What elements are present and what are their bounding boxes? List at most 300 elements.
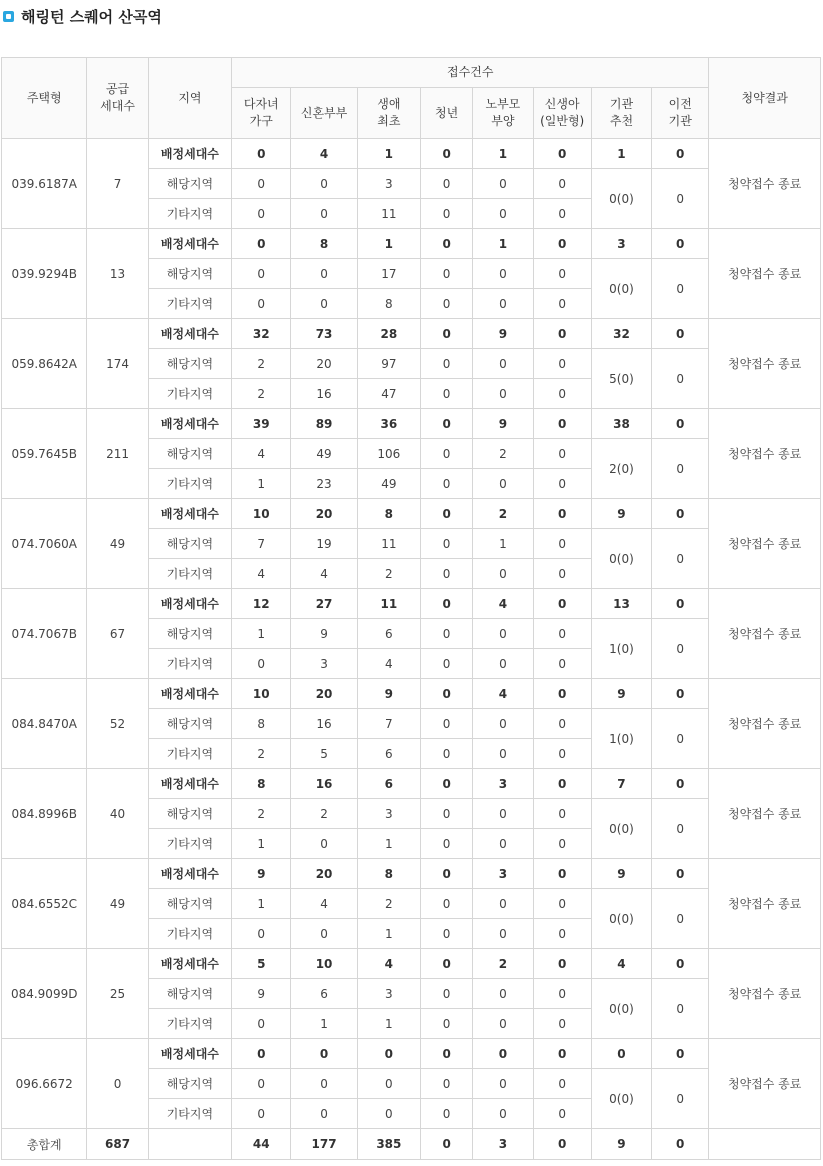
row-label-other: 기타지역: [148, 649, 231, 679]
other-value-cell: 0: [421, 199, 473, 229]
local-value-cell: 1: [232, 889, 291, 919]
table-row: [2, 949, 821, 979]
transfer-institution-cell: 0: [652, 529, 709, 589]
alloc-value-cell: 9: [357, 679, 420, 709]
alloc-value-cell: 0: [421, 319, 473, 349]
supply-count-cell: 174: [87, 319, 148, 409]
alloc-value-cell: 3: [473, 859, 533, 889]
local-value-cell: 3: [357, 979, 420, 1009]
alloc-value-cell: 20: [291, 859, 357, 889]
local-value-cell: 0: [232, 259, 291, 289]
local-value-cell: 4: [291, 889, 357, 919]
alloc-value-cell: 8: [357, 859, 420, 889]
local-value-cell: 0: [533, 709, 591, 739]
local-value-cell: 20: [291, 349, 357, 379]
local-value-cell: 0: [473, 1069, 533, 1099]
header-region: 지역: [148, 58, 231, 139]
header-category: 이전 기관: [652, 88, 709, 139]
total-result-empty: [709, 1129, 821, 1160]
local-value-cell: 0: [473, 889, 533, 919]
local-value-cell: 0: [421, 799, 473, 829]
alloc-value-cell: 0: [591, 1039, 651, 1069]
housing-type-cell: 039.6187A: [2, 139, 87, 229]
institution-recommend-cell: 1(0): [591, 709, 651, 769]
housing-type-cell: 096.6672: [2, 1039, 87, 1129]
alloc-value-cell: 0: [652, 319, 709, 349]
alloc-value-cell: 1: [357, 139, 420, 169]
alloc-value-cell: 0: [652, 949, 709, 979]
transfer-institution-cell: 0: [652, 349, 709, 409]
alloc-value-cell: 20: [291, 679, 357, 709]
other-value-cell: 0: [232, 1009, 291, 1039]
supply-count-cell: 25: [87, 949, 148, 1039]
local-value-cell: 0: [533, 529, 591, 559]
housing-type-cell: 084.8470A: [2, 679, 87, 769]
supply-count-cell: 40: [87, 769, 148, 859]
local-value-cell: 0: [421, 529, 473, 559]
institution-recommend-cell: 0(0): [591, 259, 651, 319]
alloc-value-cell: 4: [291, 139, 357, 169]
alloc-value-cell: 0: [533, 229, 591, 259]
alloc-value-cell: 3: [473, 769, 533, 799]
other-value-cell: 5: [291, 739, 357, 769]
row-label-alloc: 배정세대수: [148, 229, 231, 259]
other-value-cell: 0: [533, 469, 591, 499]
other-value-cell: 0: [421, 919, 473, 949]
housing-type-cell: 074.7067B: [2, 589, 87, 679]
alloc-value-cell: 0: [652, 409, 709, 439]
other-value-cell: 2: [232, 379, 291, 409]
alloc-value-cell: 1: [473, 229, 533, 259]
total-value-cell: 0: [421, 1129, 473, 1160]
transfer-institution-cell: 0: [652, 799, 709, 859]
housing-type-cell: 084.6552C: [2, 859, 87, 949]
institution-recommend-cell: 0(0): [591, 1069, 651, 1129]
institution-recommend-cell: 1(0): [591, 619, 651, 679]
alloc-value-cell: 4: [473, 679, 533, 709]
other-value-cell: 0: [421, 379, 473, 409]
local-value-cell: 1: [232, 619, 291, 649]
table-row: [2, 319, 821, 349]
total-label: 총합계: [2, 1129, 87, 1160]
other-value-cell: 49: [357, 469, 420, 499]
other-value-cell: 1: [357, 919, 420, 949]
local-value-cell: 106: [357, 439, 420, 469]
alloc-value-cell: 0: [421, 769, 473, 799]
other-value-cell: 0: [473, 1009, 533, 1039]
local-value-cell: 0: [421, 439, 473, 469]
alloc-value-cell: 9: [473, 319, 533, 349]
alloc-value-cell: 1: [357, 229, 420, 259]
other-value-cell: 0: [421, 829, 473, 859]
alloc-value-cell: 73: [291, 319, 357, 349]
row-label-local: 해당지역: [148, 889, 231, 919]
header-category: 생애 최초: [357, 88, 420, 139]
alloc-value-cell: 0: [421, 139, 473, 169]
row-label-alloc: 배정세대수: [148, 589, 231, 619]
other-value-cell: 0: [533, 829, 591, 859]
housing-type-cell: 084.9099D: [2, 949, 87, 1039]
row-label-other: 기타지역: [148, 829, 231, 859]
other-value-cell: 0: [533, 1099, 591, 1129]
row-label-alloc: 배정세대수: [148, 409, 231, 439]
local-value-cell: 3: [357, 799, 420, 829]
alloc-value-cell: 89: [291, 409, 357, 439]
local-value-cell: 0: [421, 259, 473, 289]
total-value-cell: 0: [533, 1129, 591, 1160]
alloc-value-cell: 9: [591, 499, 651, 529]
alloc-value-cell: 0: [533, 139, 591, 169]
other-value-cell: 4: [291, 559, 357, 589]
local-value-cell: 11: [357, 529, 420, 559]
local-value-cell: 6: [291, 979, 357, 1009]
alloc-value-cell: 10: [291, 949, 357, 979]
alloc-value-cell: 0: [652, 229, 709, 259]
alloc-value-cell: 0: [421, 679, 473, 709]
other-value-cell: 0: [533, 739, 591, 769]
row-label-other: 기타지역: [148, 919, 231, 949]
local-value-cell: 0: [421, 979, 473, 1009]
transfer-institution-cell: 0: [652, 619, 709, 679]
alloc-value-cell: 27: [291, 589, 357, 619]
other-value-cell: 2: [232, 739, 291, 769]
other-value-cell: 0: [232, 919, 291, 949]
other-value-cell: 0: [473, 1099, 533, 1129]
row-label-local: 해당지역: [148, 529, 231, 559]
total-row: [2, 1129, 821, 1160]
alloc-value-cell: 39: [232, 409, 291, 439]
local-value-cell: 0: [533, 979, 591, 1009]
alloc-value-cell: 0: [421, 859, 473, 889]
other-value-cell: 1: [357, 829, 420, 859]
row-label-other: 기타지역: [148, 739, 231, 769]
local-value-cell: 2: [232, 799, 291, 829]
alloc-value-cell: 0: [652, 769, 709, 799]
row-label-local: 해당지역: [148, 619, 231, 649]
local-value-cell: 0: [533, 619, 591, 649]
local-value-cell: 0: [291, 1069, 357, 1099]
alloc-value-cell: 36: [357, 409, 420, 439]
other-value-cell: 0: [291, 289, 357, 319]
alloc-value-cell: 1: [591, 139, 651, 169]
other-value-cell: 0: [473, 289, 533, 319]
other-value-cell: 0: [421, 1009, 473, 1039]
row-label-local: 해당지역: [148, 709, 231, 739]
other-value-cell: 1: [291, 1009, 357, 1039]
alloc-value-cell: 6: [357, 769, 420, 799]
local-value-cell: 97: [357, 349, 420, 379]
other-value-cell: 0: [473, 379, 533, 409]
transfer-institution-cell: 0: [652, 889, 709, 949]
header-category: 청년: [421, 88, 473, 139]
alloc-value-cell: 13: [591, 589, 651, 619]
supply-count-cell: 0: [87, 1039, 148, 1129]
result-status-cell: 청약접수 종료: [709, 229, 821, 319]
local-value-cell: 0: [421, 889, 473, 919]
other-value-cell: 1: [232, 829, 291, 859]
other-value-cell: 6: [357, 739, 420, 769]
alloc-value-cell: 16: [291, 769, 357, 799]
housing-type-cell: 059.7645B: [2, 409, 87, 499]
other-value-cell: 11: [357, 199, 420, 229]
institution-recommend-cell: 0(0): [591, 799, 651, 859]
header-result: 청약결과: [709, 58, 821, 139]
table-row: [2, 139, 821, 169]
alloc-value-cell: 10: [232, 679, 291, 709]
row-label-alloc: 배정세대수: [148, 949, 231, 979]
table-row: [2, 859, 821, 889]
local-value-cell: 0: [232, 169, 291, 199]
result-status-cell: 청약접수 종료: [709, 499, 821, 589]
other-value-cell: 0: [473, 649, 533, 679]
supply-count-cell: 13: [87, 229, 148, 319]
local-value-cell: 0: [533, 1069, 591, 1099]
header-category: 신생아 (일반형): [533, 88, 591, 139]
header-category: 신혼부부: [291, 88, 357, 139]
institution-recommend-cell: 0(0): [591, 529, 651, 589]
alloc-value-cell: 0: [421, 589, 473, 619]
alloc-value-cell: 0: [652, 679, 709, 709]
alloc-value-cell: 9: [591, 679, 651, 709]
local-value-cell: 0: [473, 709, 533, 739]
housing-type-cell: 084.8996B: [2, 769, 87, 859]
alloc-value-cell: 0: [421, 949, 473, 979]
application-results-table: [1, 57, 821, 1160]
other-value-cell: 8: [357, 289, 420, 319]
local-value-cell: 0: [533, 799, 591, 829]
other-value-cell: 0: [291, 829, 357, 859]
other-value-cell: 0: [473, 739, 533, 769]
supply-count-cell: 67: [87, 589, 148, 679]
alloc-value-cell: 0: [533, 1039, 591, 1069]
other-value-cell: 0: [421, 649, 473, 679]
alloc-value-cell: 0: [533, 949, 591, 979]
other-value-cell: 0: [232, 199, 291, 229]
local-value-cell: 0: [533, 259, 591, 289]
alloc-value-cell: 0: [232, 1039, 291, 1069]
row-label-alloc: 배정세대수: [148, 139, 231, 169]
other-value-cell: 0: [473, 199, 533, 229]
alloc-value-cell: 7: [591, 769, 651, 799]
local-value-cell: 0: [533, 349, 591, 379]
total-value-cell: 385: [357, 1129, 420, 1160]
other-value-cell: 0: [232, 289, 291, 319]
local-value-cell: 2: [291, 799, 357, 829]
local-value-cell: 6: [357, 619, 420, 649]
alloc-value-cell: 0: [421, 409, 473, 439]
transfer-institution-cell: 0: [652, 1069, 709, 1129]
other-value-cell: 1: [357, 1009, 420, 1039]
total-value-cell: 3: [473, 1129, 533, 1160]
result-status-cell: 청약접수 종료: [709, 409, 821, 499]
alloc-value-cell: 0: [533, 679, 591, 709]
other-value-cell: 1: [232, 469, 291, 499]
alloc-value-cell: 4: [357, 949, 420, 979]
header-type: 주택형: [2, 58, 87, 139]
other-value-cell: 0: [232, 1099, 291, 1129]
institution-recommend-cell: 2(0): [591, 439, 651, 499]
result-status-cell: 청약접수 종료: [709, 139, 821, 229]
other-value-cell: 2: [357, 559, 420, 589]
local-value-cell: 7: [232, 529, 291, 559]
alloc-value-cell: 32: [591, 319, 651, 349]
local-value-cell: 9: [232, 979, 291, 1009]
table-row: [2, 499, 821, 529]
alloc-value-cell: 38: [591, 409, 651, 439]
total-region-empty: [148, 1129, 231, 1160]
local-value-cell: 0: [473, 349, 533, 379]
other-value-cell: 0: [232, 649, 291, 679]
row-label-other: 기타지역: [148, 289, 231, 319]
row-label-other: 기타지역: [148, 469, 231, 499]
local-value-cell: 2: [473, 439, 533, 469]
other-value-cell: 0: [533, 379, 591, 409]
supply-count-cell: 7: [87, 139, 148, 229]
alloc-value-cell: 32: [232, 319, 291, 349]
alloc-value-cell: 28: [357, 319, 420, 349]
other-value-cell: 0: [533, 559, 591, 589]
other-value-cell: 0: [421, 559, 473, 589]
other-value-cell: 4: [232, 559, 291, 589]
table-row: [2, 1039, 821, 1069]
local-value-cell: 16: [291, 709, 357, 739]
local-value-cell: 0: [533, 169, 591, 199]
row-label-local: 해당지역: [148, 349, 231, 379]
local-value-cell: 7: [357, 709, 420, 739]
row-label-alloc: 배정세대수: [148, 499, 231, 529]
other-value-cell: 0: [291, 1099, 357, 1129]
header-supply: 공급 세대수: [87, 58, 148, 139]
transfer-institution-cell: 0: [652, 439, 709, 499]
local-value-cell: 0: [473, 979, 533, 1009]
row-label-alloc: 배정세대수: [148, 1039, 231, 1069]
alloc-value-cell: 0: [533, 769, 591, 799]
local-value-cell: 0: [533, 439, 591, 469]
alloc-value-cell: 3: [591, 229, 651, 259]
alloc-value-cell: 11: [357, 589, 420, 619]
row-label-other: 기타지역: [148, 199, 231, 229]
table-row: [2, 589, 821, 619]
alloc-value-cell: 12: [232, 589, 291, 619]
result-status-cell: 청약접수 종료: [709, 949, 821, 1039]
row-label-alloc: 배정세대수: [148, 679, 231, 709]
alloc-value-cell: 0: [291, 1039, 357, 1069]
other-value-cell: 0: [357, 1099, 420, 1129]
row-label-alloc: 배정세대수: [148, 859, 231, 889]
transfer-institution-cell: 0: [652, 259, 709, 319]
supply-count-cell: 52: [87, 679, 148, 769]
alloc-value-cell: 1: [473, 139, 533, 169]
alloc-value-cell: 2: [473, 949, 533, 979]
alloc-value-cell: 4: [591, 949, 651, 979]
total-value-cell: 177: [291, 1129, 357, 1160]
alloc-value-cell: 10: [232, 499, 291, 529]
alloc-value-cell: 0: [652, 589, 709, 619]
row-label-local: 해당지역: [148, 979, 231, 1009]
local-value-cell: 0: [291, 169, 357, 199]
other-value-cell: 4: [357, 649, 420, 679]
table-row: [2, 679, 821, 709]
alloc-value-cell: 0: [652, 499, 709, 529]
alloc-value-cell: 0: [232, 139, 291, 169]
local-value-cell: 0: [421, 349, 473, 379]
local-value-cell: 0: [473, 259, 533, 289]
housing-type-cell: 074.7060A: [2, 499, 87, 589]
result-status-cell: 청약접수 종료: [709, 589, 821, 679]
local-value-cell: 0: [421, 169, 473, 199]
other-value-cell: 0: [473, 469, 533, 499]
local-value-cell: 17: [357, 259, 420, 289]
local-value-cell: 0: [473, 799, 533, 829]
transfer-institution-cell: 0: [652, 709, 709, 769]
local-value-cell: 2: [232, 349, 291, 379]
alloc-value-cell: 0: [421, 1039, 473, 1069]
supply-count-cell: 49: [87, 499, 148, 589]
alloc-value-cell: 20: [291, 499, 357, 529]
housing-type-cell: 039.9294B: [2, 229, 87, 319]
other-value-cell: 0: [421, 739, 473, 769]
header-category: 다자녀 가구: [232, 88, 291, 139]
local-value-cell: 0: [421, 709, 473, 739]
other-value-cell: 0: [291, 199, 357, 229]
alloc-value-cell: 9: [473, 409, 533, 439]
header-applications: 접수건수: [232, 58, 709, 88]
alloc-value-cell: 0: [421, 499, 473, 529]
total-supply: 687: [87, 1129, 148, 1160]
local-value-cell: 2: [357, 889, 420, 919]
supply-count-cell: 49: [87, 859, 148, 949]
institution-recommend-cell: 0(0): [591, 889, 651, 949]
total-value-cell: 44: [232, 1129, 291, 1160]
total-value-cell: 0: [652, 1129, 709, 1160]
table-row: [2, 229, 821, 259]
local-value-cell: 4: [232, 439, 291, 469]
alloc-value-cell: 8: [357, 499, 420, 529]
local-value-cell: 0: [291, 259, 357, 289]
local-value-cell: 0: [473, 169, 533, 199]
alloc-value-cell: 0: [533, 499, 591, 529]
alloc-value-cell: 0: [652, 1039, 709, 1069]
local-value-cell: 0: [533, 889, 591, 919]
alloc-value-cell: 0: [421, 229, 473, 259]
alloc-value-cell: 0: [357, 1039, 420, 1069]
result-status-cell: 청약접수 종료: [709, 1039, 821, 1129]
table-row: [2, 409, 821, 439]
other-value-cell: 0: [473, 919, 533, 949]
result-status-cell: 청약접수 종료: [709, 859, 821, 949]
institution-recommend-cell: 0(0): [591, 979, 651, 1039]
header-category: 노부모 부양: [473, 88, 533, 139]
other-value-cell: 0: [421, 469, 473, 499]
header-category: 기관 추천: [591, 88, 651, 139]
alloc-value-cell: 0: [652, 139, 709, 169]
other-value-cell: 0: [533, 649, 591, 679]
row-label-other: 기타지역: [148, 1009, 231, 1039]
other-value-cell: 0: [533, 199, 591, 229]
local-value-cell: 0: [421, 1069, 473, 1099]
row-label-alloc: 배정세대수: [148, 319, 231, 349]
row-label-alloc: 배정세대수: [148, 769, 231, 799]
institution-recommend-cell: 5(0): [591, 349, 651, 409]
alloc-value-cell: 0: [533, 409, 591, 439]
other-value-cell: 0: [421, 1099, 473, 1129]
row-label-local: 해당지역: [148, 799, 231, 829]
local-value-cell: 19: [291, 529, 357, 559]
other-value-cell: 0: [533, 919, 591, 949]
alloc-value-cell: 0: [473, 1039, 533, 1069]
row-label-other: 기타지역: [148, 1099, 231, 1129]
alloc-value-cell: 5: [232, 949, 291, 979]
